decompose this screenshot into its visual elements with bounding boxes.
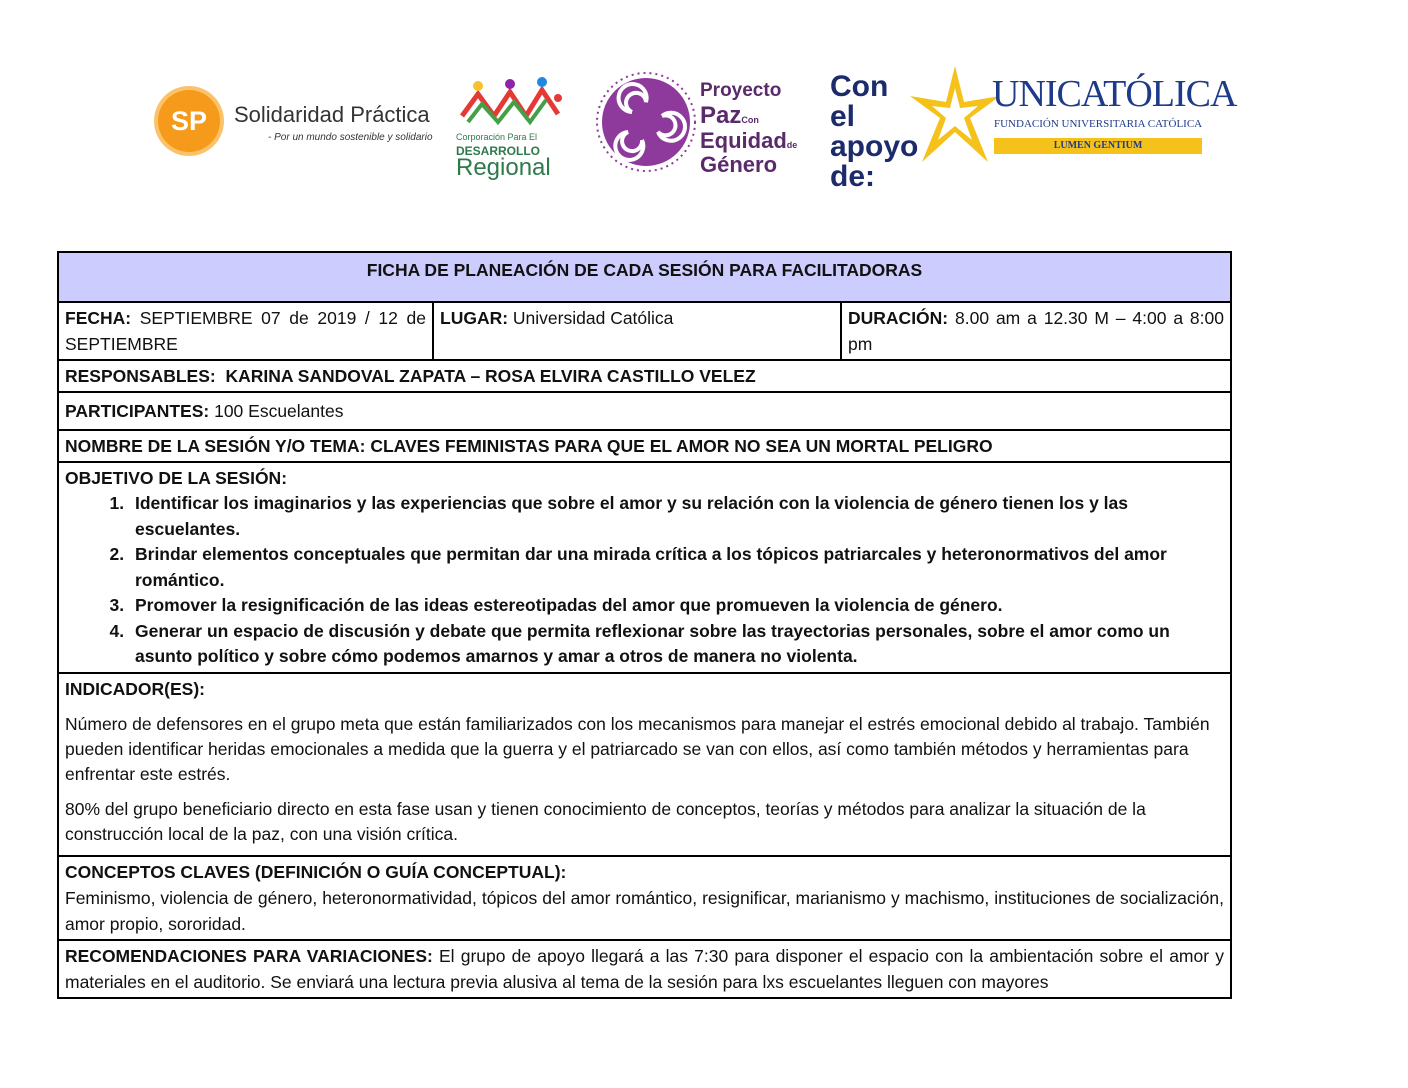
- conceptos-value: Feminismo, violencia de género, heteronormatividad, tópicos del amor romántico, resignificar, marianismo y machismo, instituciones de socialización, amor propio, sororidad.: [65, 887, 1224, 934]
- lugar-value: Universidad Católica: [512, 308, 674, 328]
- cdr-small-text: Corporación Para El: [456, 132, 538, 142]
- recomendaciones-value: El grupo de apoyo llegará a las 7:30 para disponer el espacio con la ambientación sobre el amor y materiales en el auditorio. Se enviará una lectura previa alusiva al tema de la sesión para lxs escuelantes lleguen con mayores: [65, 945, 1224, 992]
- responsables-cell: [58, 360, 1231, 392]
- nombre-sesion-cell: [58, 430, 1231, 462]
- fecha-cell: [58, 302, 433, 360]
- duracion-value: 8.00 am a 12.30 M – 4:00 a 8:00 pm: [848, 308, 1224, 354]
- fecha-label: FECHA:: [65, 308, 132, 328]
- conceptos-label: CONCEPTOS CLAVES (DEFINICIÓN O GUÍA CONCEPTUAL):: [65, 861, 567, 882]
- fecha-value: SEPTIEMBRE 07 de 2019 / 12 de SEPTIEMBRE: [65, 308, 426, 354]
- objetivos-list: [65, 491, 1224, 670]
- ficha-title: FICHA DE PLANEACIÓN DE CADA SESIÓN PARA FACILITADORAS: [58, 252, 1231, 302]
- recomendaciones-label: RECOMENDACIONES PARA VARIACIONES:: [65, 945, 433, 966]
- sp-tagline: - Por un mundo sostenible y solidario: [268, 132, 433, 143]
- sp-name: Solidaridad Práctica: [234, 102, 430, 127]
- ficha-table: [57, 251, 1232, 999]
- sp-mark: SP: [158, 90, 220, 152]
- nombre-label: NOMBRE DE LA SESIÓN Y/O TEMA:: [65, 436, 366, 456]
- conceptos-cell: [58, 856, 1231, 940]
- desarrollo-regional-logo: [452, 76, 572, 181]
- duracion-label: DURACIÓN:: [848, 308, 949, 328]
- cdr-regional-text: Regional: [456, 154, 551, 181]
- duracion-cell: [841, 302, 1231, 360]
- participantes-value: 100 Escuelantes: [214, 401, 344, 421]
- unicatolica-subtitle: FUNDACIÓN UNIVERSITARIA CATÓLICA: [994, 118, 1203, 130]
- objetivo-item: 1. Identificar los imaginarios y las experiencias que sobre el amor y su relación con la violencia de género tienen los y las escuelantes.: [129, 491, 1224, 542]
- nombre-value: CLAVES FEMINISTAS PARA QUE EL AMOR NO SEA UN MORTAL PELIGRO: [370, 436, 993, 456]
- logo-strip: [0, 62, 1408, 193]
- star-icon: [910, 66, 1000, 166]
- responsables-label: RESPONSABLES:: [65, 366, 216, 386]
- paz-proyecto: Proyecto: [700, 80, 782, 101]
- objetivo-item: 2. Brindar elementos conceptuales que permitan dar una mirada crítica a los tópicos patriarcales y heteronormativos del amor romántico.: [129, 542, 1224, 593]
- indicador-paragraph: 80% del grupo beneficiario directo en esta fase usan y tienen conocimiento de conceptos, teorías y métodos para analizar la situación de la construcción local de la paz, con una visión crítica.: [65, 798, 1146, 844]
- solidaridad-practica-logo: [158, 90, 438, 154]
- recomendaciones-cell: [58, 940, 1231, 998]
- objetivo-label: OBJETIVO DE LA SESIÓN:: [65, 468, 288, 488]
- objetivo-item: 4. Generar un espacio de discusión y debate que permita reflexionar sobre las trayectorias personales, sobre el amor como un asunto político y sobre cómo podemos amarnos y amar a otros de manera no violenta.: [129, 619, 1224, 670]
- lugar-label: LUGAR:: [440, 308, 509, 328]
- indicador-paragraph: Número de defensores en el grupo meta que están familiarizados con los mecanismos para manejar el estrés emocional debido al trabajo. También pueden identificar heridas emocionales a medida que la guerra y el patriarcado se van con ellos, así como también métodos y herramientas para enfrentar este estrés.: [65, 713, 1210, 784]
- participantes-cell: [58, 392, 1231, 430]
- unicatolica-name: UNICATÓLICA: [992, 73, 1237, 115]
- lumen-gentium-band: LUMEN GENTIUM: [994, 138, 1202, 154]
- paz-genero: Género: [700, 152, 778, 177]
- participantes-label: PARTICIPANTES:: [65, 401, 210, 421]
- objetivo-cell: [58, 462, 1231, 673]
- people-figures-icon: [458, 76, 568, 132]
- con-el-apoyo-text: Con el apoyo de:: [830, 70, 919, 193]
- unicatolica-logo: [830, 66, 1237, 193]
- indicador-label: INDICADOR(ES):: [65, 678, 205, 699]
- objetivo-item: 3. Promover la resignificación de las ideas estereotipadas del amor que promueven la violencia de género.: [129, 593, 1224, 619]
- lugar-cell: [433, 302, 841, 360]
- indicador-cell: [58, 673, 1231, 856]
- paz-equidad: Equidadde: [700, 128, 798, 153]
- cdr-big-text: DESARROLLO: [456, 144, 540, 158]
- proyecto-paz-logo: [596, 72, 826, 182]
- paz-paz: PazCon: [700, 102, 759, 129]
- triskelion-icon: [596, 72, 696, 172]
- responsables-value: KARINA SANDOVAL ZAPATA – ROSA ELVIRA CASTILLO VELEZ: [225, 366, 756, 386]
